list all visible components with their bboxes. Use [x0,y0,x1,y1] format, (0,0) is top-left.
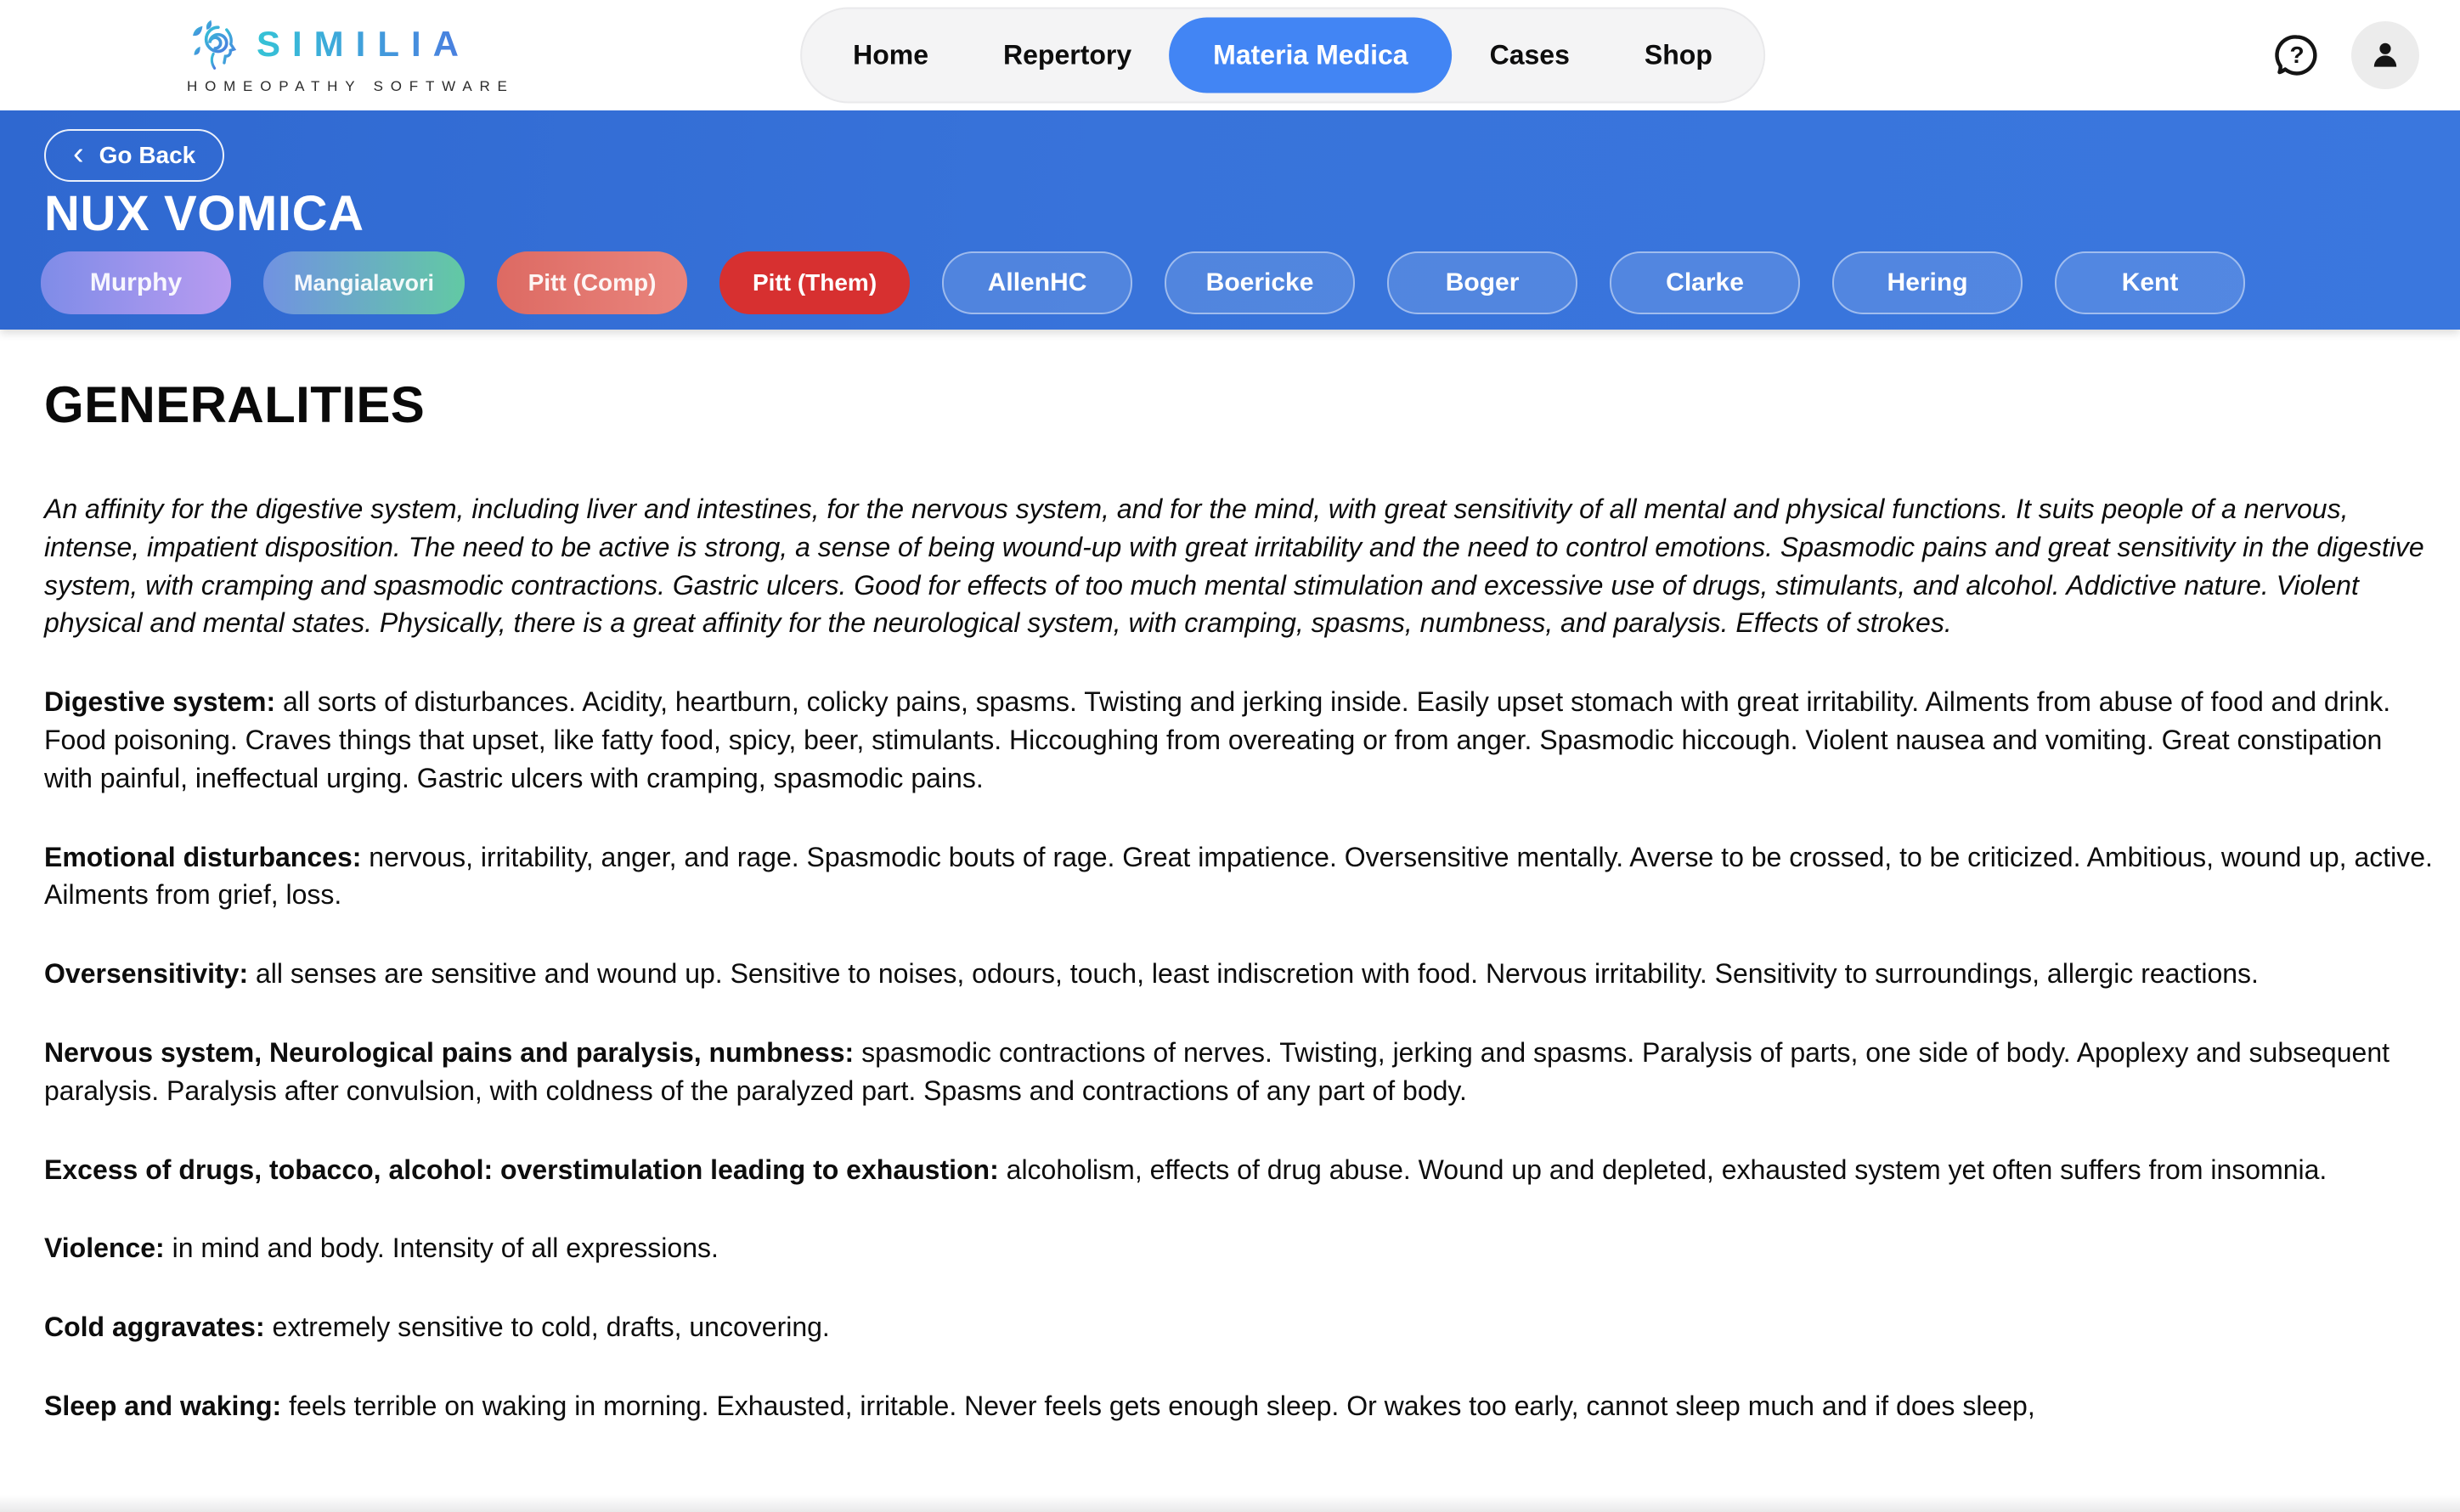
section-text: extremely sensitive to cold, drafts, uncovering. [272,1312,830,1343]
tab-mangialavori[interactable]: Mangialavori [263,251,465,314]
brand-name: SIMILIA [257,24,471,64]
nav-item-shop[interactable]: Shop [1607,23,1750,88]
paragraph-sleep-and-waking [44,1387,2433,1425]
profile-button[interactable] [2351,21,2419,89]
brand-tagline: HOMEOPATHY SOFTWARE [187,78,515,94]
section-text: all sorts of disturbances. Acidity, heartburn, colicky pains, spasms. Twisting and jerking inside. Easily upset stomach with great irritability. Ailments from abuse of food and drink. Food poisoning. Craves things that upset, like fatty food, spicy, beer, stimulants. Hiccoughing from overeating or from anger. Spasmodic hiccough. Violent nausea and vomiting. Great constipation with painful, ineffectual urging. Gastric ulcers with cramping, spasmodic pains. [44,686,2391,793]
help-icon [2273,31,2321,79]
topbar-actions [2273,21,2419,89]
remedy-title: NUX VOMICA [44,186,364,241]
tab-clarke[interactable]: Clarke [1610,251,1800,314]
section-text: in mind and body. Intensity of all expressions. [172,1233,719,1264]
tab-boericke[interactable]: Boericke [1165,251,1355,314]
section-label: Emotional disturbances: [44,841,362,872]
page-title: GENERALITIES [44,376,426,433]
section-label: Cold aggravates: [44,1312,265,1343]
bottom-fade [0,1495,2460,1512]
section-label: Excess of drugs, tobacco, alcohol: overstimulation leading to exhaustion: [44,1154,999,1185]
nav-item-home[interactable]: Home [815,23,966,88]
section-text: feels terrible on waking in morning. Exhausted, irritable. Never feels gets enough sleep. Or wakes too early, cannot sleep much and if does sleep, [289,1390,2035,1421]
section-text: all senses are sensitive and wound up. Sensitive to noises, odours, touch, least indiscretion with food. Nervous irritability. Sensitivity to surroundings, allergic reactions. [256,958,2259,990]
section-text: nervous, irritability, anger, and rage. Spasmodic bouts of rage. Great impatience. Oversensitive mentally. Averse to be crossed, to be criticized. Ambitious, wound up, active. Ailments from grief, loss. [44,841,2433,911]
tab-boger[interactable]: Boger [1387,251,1577,314]
help-button[interactable] [2273,31,2321,79]
tab-pitt-them[interactable]: Pitt (Them) [719,251,910,314]
source-tabs [41,251,2245,314]
section-label: Nervous system, Neurological pains and paralysis, numbness: [44,1036,855,1068]
tab-murphy[interactable]: Murphy [41,251,231,314]
chevron-left-icon: ‹ [73,136,84,172]
section-label: Oversensitivity: [44,958,249,990]
section-label: Violence: [44,1233,165,1264]
similia-logo-icon [187,15,245,73]
nav-item-materia-medica[interactable]: Materia Medica [1169,18,1452,93]
paragraph-excess-of-drugs [44,1151,2433,1189]
paragraph-oversensitivity [44,955,2433,993]
paragraph-emotional-disturbances [44,838,2433,915]
tab-allenhc[interactable]: AllenHC [942,251,1132,314]
section-label: Digestive system: [44,686,276,718]
tab-kent[interactable]: Kent [2055,251,2245,314]
section-text: spasmodic contractions of nerves. Twisting, jerking and spasms. Paralysis of parts, one side of body. Apoplexy and subsequent paralysis. Paralysis after convulsion, with coldness of the paralyzed part. Spasms and contractions of any part of body. [44,1036,2389,1106]
profile-icon [2367,37,2404,74]
content-area [0,330,2460,1425]
svg-text:?: ? [2289,41,2305,68]
nav-item-cases[interactable]: Cases [1453,23,1607,88]
tab-pitt-comp[interactable]: Pitt (Comp) [497,251,687,314]
app-header [0,0,2460,110]
hero-banner [0,110,2460,330]
main-nav [800,8,1765,104]
intro-paragraph: An affinity for the digestive system, including liver and intestines, for the nervous system, and for the mind, with great sensitivity of all mental and physical functions. It suits people of a nervous, intense, impatient disposition. The need to be active is strong, a sense of being wound-up with great irritability and the need to control emotions. Spasmodic pains and great sensitivity in the digestive system, with cramping and spasmodic contractions. Gastric ulcers. Good for effects of too much mental stimulation and excessive use of drugs, stimulants, and alcohol. Addictive nature. Violent physical and mental states. Physically, there is a great affinity for the neurological system, with cramping, spasms, numbness, and paralysis. Effects of strokes. [44,494,2424,639]
similia-logo[interactable] [187,15,515,95]
section-text: alcoholism, effects of drug abuse. Wound up and depleted, exhausted system yet often suffers from insomnia. [1006,1154,2327,1185]
paragraph-violence [44,1229,2433,1267]
go-back-label: Go Back [99,142,196,168]
paragraph-cold-aggravates [44,1308,2433,1346]
nav-item-repertory[interactable]: Repertory [966,23,1169,88]
paragraph-digestive-system [44,683,2433,797]
paragraph-nervous-system [44,1034,2433,1110]
tab-hering[interactable]: Hering [1832,251,2023,314]
go-back-button[interactable] [44,129,224,182]
section-label: Sleep and waking: [44,1390,282,1421]
